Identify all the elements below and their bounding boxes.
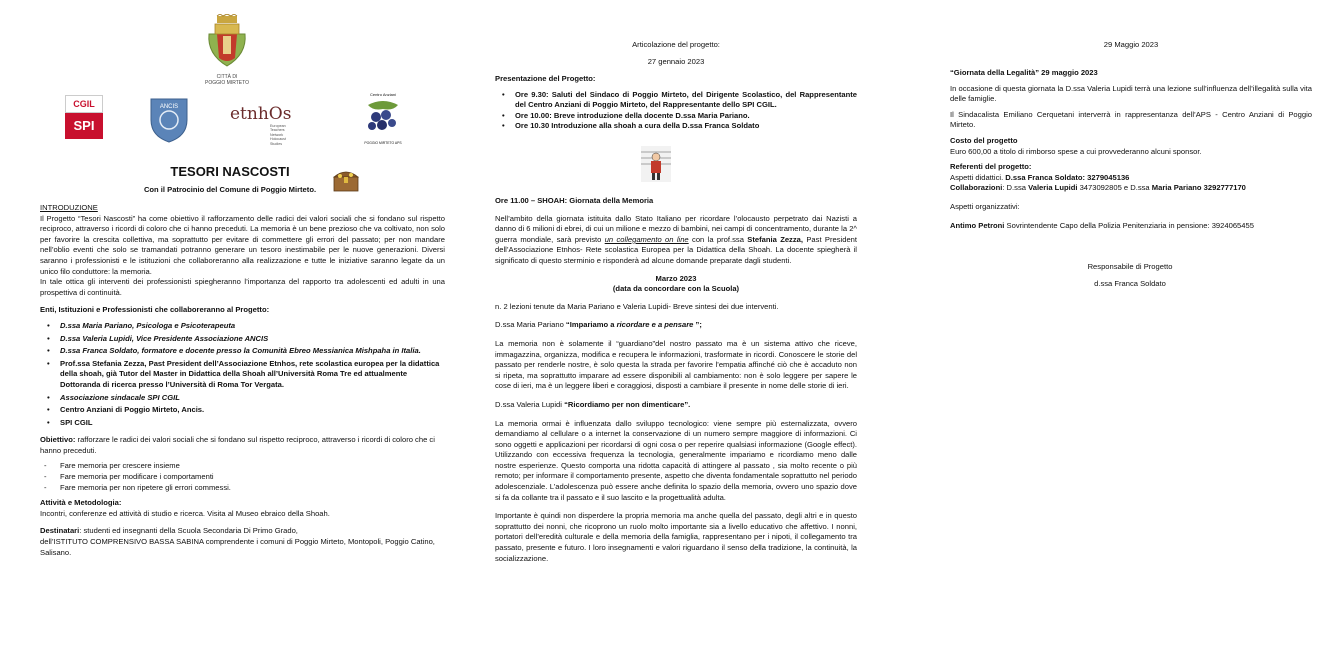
city-crest-icon xyxy=(205,14,249,72)
didattici-line xyxy=(950,173,1312,184)
collaborazioni-line xyxy=(950,183,1312,194)
etnhos-subtitle: European Teachers Network Holocaust Studies xyxy=(270,124,286,146)
pariano-title: “Impariamo a xyxy=(565,320,617,330)
shoah-text: con la prof.ssa xyxy=(688,234,748,244)
collab-phone-1: 3473092805 e D.ssa xyxy=(1077,183,1152,193)
list-item: • SPI CGIL xyxy=(40,418,445,429)
shoah-heading: Ore 11.00 – SHOAH: Giornata della Memoria xyxy=(495,196,654,205)
enti-list xyxy=(40,321,445,428)
list-item: • Ore 10.00: Breve introduzione della docente D.ssa Maria Pariano. xyxy=(495,111,857,122)
cgil-spi-logo xyxy=(65,95,103,139)
petroni-text: Sovrintendente Capo della Polizia Penitenziaria in pensione: 3924065455 xyxy=(1004,220,1254,230)
pariano-title-end: ”; xyxy=(693,320,702,330)
list-item: • Ore 10.30 Introduzione alla shoah a cura della D.ssa Franca Soldato xyxy=(495,121,857,132)
legalita-heading: “Giornata della Legalità” 29 maggio 2023 xyxy=(950,68,1098,77)
shoah-link[interactable]: un collegamento on line xyxy=(604,234,689,244)
list-item: • Prof.ssa Stefania Zezza, Past President dell’Associazione Etnhos, rete scolastica europea per la didattica della shoah, già Tutor del Master in Didattica della Shoah all’Università Roma Tre ed attualmente Dottoranda di ricerca presso l’Università di Roma Tor Vergata. xyxy=(40,359,445,391)
obiettivo-label: Obiettivo: xyxy=(40,435,76,445)
list-item: • D.ssa Valeria Lupidi, Vice Presidente Associazione ANCIS xyxy=(40,334,445,345)
centro-anziani-logo xyxy=(358,92,408,146)
etnhos-text: etnhOs xyxy=(230,104,292,124)
treasure-chest-icon xyxy=(332,167,360,193)
costo-text: Euro 600,00 a titolo di rimborso spese a cui provvederanno alcuni sponsor. xyxy=(950,146,1202,156)
lupidi-title: “Ricordiamo per non dimenticare”. xyxy=(564,399,691,409)
legalita-text: In occasione di questa giornata la D.ssa Valeria Lupidi terrà una lezione sull’influenza dell’illegalità sulla vita delle famiglie. xyxy=(950,83,1312,104)
collab-name-2: Maria Pariano 3292777170 xyxy=(1151,183,1246,193)
petroni-line xyxy=(950,221,1312,232)
articolazione-heading: Articolazione del progetto: xyxy=(632,40,720,49)
intro-heading: INTRODUZIONE xyxy=(40,203,98,212)
collab-label: Collaborazioni xyxy=(950,183,1003,193)
destinatari-text: : studenti ed insegnanti della Scuola Secondaria Di Primo Grado, xyxy=(79,526,298,536)
child-behind-fence-icon xyxy=(641,146,671,182)
list-item: • Centro Anziani di Poggio Mirteto, Ancis. xyxy=(40,405,445,416)
etnhos-logo xyxy=(230,104,310,144)
list-item: • D.ssa Maria Pariano, Psicologa e Psicoterapeuta xyxy=(40,321,445,332)
march-date: Marzo 2023 xyxy=(655,273,697,283)
enti-heading: Enti, Istituzioni e Professionisti che collaboreranno al Progetto: xyxy=(40,305,270,315)
blueberries-icon xyxy=(358,97,408,137)
list-item: - Fare memoria per modificare i comportamenti xyxy=(40,472,445,483)
collab-name-1: Valeria Lupidi xyxy=(1028,183,1078,193)
list-item: - Fare memoria per non ripetere gli errori commessi. xyxy=(40,483,445,494)
referenti-heading: Referenti del progetto: xyxy=(950,162,1032,172)
lessons-intro: n. 2 lezioni tenute da Maria Pariano e Valeria Lupidi- Breve sintesi dei due interventi. xyxy=(495,301,779,311)
city-name: POGGIO MIRTETO xyxy=(205,80,249,86)
document-subtitle: Con il Patrocinio del Comune di Poggio Mirteto. xyxy=(143,185,317,194)
shoah-text: Past President dell’Associazione Etnhos- Rete scolastica Europea per la Didattica della Shoah. La docente spiegherà il significato di questo sterminio e risponderà ad alcune domande preparate dagli studenti. xyxy=(495,234,857,265)
cgil-text: CGIL xyxy=(65,95,103,113)
schedule-list xyxy=(495,90,857,132)
list-item: • D.ssa Franca Soldato, formatore e docente presso la Comunità Ebreo Messianica Mishpaha in Italia. xyxy=(40,346,445,357)
intro-text: Il Progetto “Tesori Nascosti” ha come obiettivo il rafforzamento delle radici dei valori sociali che si fondano sul rispetto reciproco, attraverso i ricordi di coloro che ci hanno preceduti. La memoria è un bene prezioso che va coltivato, non solo per favorire la crescita collettiva, ma soprattutto per evitare di commettere gli errori del passato; per non mandare nell’oblio eventi che solo se tramandati potranno generare un tesoro inestimabile per le nuove generazioni. Diversi saranno i professionisti e le istituzioni che collaboreranno alla realizzazione e tutte le iniziative saranno legate da un unico filo conduttore: la memoria. xyxy=(40,213,445,276)
final-text: Importante è quindi non disperdere la propria memoria ma anche quella del passato, degli altri e in questo soprattutto dei nonni, che ricoprono un ruolo molto importante sia a livello educativo che affettivo. I nonni, portatori dell’eredità culturale e della memoria della famiglia, rappresentano per i nipoti, il collegamento tra passato, presente e futuro. I loro insegnamenti e valori riguardano il senso della tradizione, la continuità, la socializzazione. xyxy=(495,511,857,563)
didattici-label: Aspetti didattici. xyxy=(950,172,1006,182)
list-item: - Fare memoria per crescere insieme xyxy=(40,461,445,472)
lupidi-name: D.ssa Valeria Lupidi xyxy=(495,399,562,409)
date-27-gennaio: 27 gennaio 2023 xyxy=(647,57,705,66)
sindacalista-text: Il Sindacalista Emiliano Cerquetani interverrà in rappresentanza dell’APS - Centro Anziani di Poggio Mirteto. xyxy=(950,109,1312,130)
responsabile-name: d.ssa Franca Soldato xyxy=(1094,279,1166,288)
organizzativi-label: Aspetti organizzativi: xyxy=(950,201,1020,211)
pariano-text: La memoria non è solamente il “guardiano”del nostro passato ma è un sistema attivo che riceve, immagazzina, organizza, modifica e recupera le informazioni, trasformate in ricordi. Conoscere le storie del passato per renderle nostre, è solo questa la strada per favorire l’empatia affinché ciò che è accaduto non si ripeta, ma soprattutto imparare ad essere disponibili al cambiamento: non è solo leggere per sapere le cose di ieri, ma è un leggere liberi e coraggiosi, disposti a cambiare il presente in nome delle storie di ieri. xyxy=(495,338,857,391)
presentazione-heading: Presentazione del Progetto: xyxy=(495,74,596,83)
attivita-text: Incontri, conferenze ed attività di studio e ricerca. Visita al Museo ebraico della Shoah. xyxy=(40,508,330,518)
shoah-name: Stefania Zezza, xyxy=(747,234,803,244)
list-item: • Ore 9.30: Saluti del Sindaco di Poggio Mirteto, del Dirigente Scolastico, del Rappresentante del Centro Anziani di Poggio Mirteto, del Rappresentante dello SPI CGIL. xyxy=(495,90,857,111)
list-item: • Associazione sindacale SPI CGIL xyxy=(40,393,445,404)
pariano-title-italic: ricordare e a pensare xyxy=(616,320,694,330)
lupidi-title-line xyxy=(495,400,857,411)
petroni-name: Antimo Petroni xyxy=(950,220,1005,230)
destinatari-text-2: dell’ISTITUTO COMPRENSIVO BASSA SABINA comprendente i comuni di Poggio Mirteto, Montopoli, Poggio Catino, Salisano. xyxy=(40,537,435,557)
spi-text: SPI xyxy=(65,113,103,139)
collab-text: : D.ssa xyxy=(1002,183,1029,193)
march-note: (data da concordare con la Scuola) xyxy=(612,284,740,294)
shoah-paragraph xyxy=(495,214,857,267)
attivita-heading: Attività e Metodologia: xyxy=(40,498,122,508)
pariano-title-line xyxy=(495,320,857,331)
responsabile-label: Responsabile di Progetto xyxy=(1087,262,1173,271)
shoah-text: Nell’ambito della giornata istituita dallo Stato Italiano per ricordare l’olocausto perpetrato dai Nazisti a danno di 6 milioni di ebrei, di cui un milione e mezzo di bambini, nei campi di concentramento, durante la 2^ guerra mondiale, sarà previsto xyxy=(495,213,857,244)
didattici-value: D.ssa Franca Soldato: 3279045136 xyxy=(1005,172,1130,182)
centro-top-text: Centro Anziani xyxy=(369,92,396,97)
lupidi-text: La memoria ormai è influenzata dallo sviluppo tecnologico: viene sempre più esternalizzata, ovvero demandiamo al cellulare o a internet la conservazione di un numero sempre maggiore di informazioni. Ci sono oggetti e applicazioni per ricordarsi di ogni cosa o per reperire qualsiasi informazione (Google effect). Utilizzando con eccessiva frequenza la tecnologia, generalmente impariamo e ricordiamo meno dalle nostre esperienze. Questo comporta una ridotta capacità di attingere al passato , sia molto recente o più remoto; per informare il comportamento presente, aspetto che diventa fondamentale soprattutto nel periodo adolescenziale. L’adolescenza può essere anche definita lo spazio della memoria, ovvero uno spazio dove si fa da collante tra il passato e il suo lascito e la progettualità adulta. xyxy=(495,418,857,502)
city-label: CITTÀ DI xyxy=(216,74,238,80)
pariano-name: D.ssa Maria Pariano xyxy=(495,320,564,330)
obiettivi-list xyxy=(40,461,445,493)
date-header: 29 Maggio 2023 xyxy=(1103,40,1159,49)
costo-heading: Costo del progetto xyxy=(950,135,1018,145)
ancis-text: ANCIS xyxy=(159,104,179,110)
centro-bottom-text: POGGIO MIRTETO APS xyxy=(364,140,402,145)
obiettivo-paragraph xyxy=(40,435,445,456)
destinatari-paragraph xyxy=(40,526,445,537)
destinatari-label: Destinatari xyxy=(40,526,80,536)
ancis-shield-logo xyxy=(148,96,190,144)
obiettivo-text: rafforzare le radici dei valori sociali che si fondano sul rispetto reciproco, attraverso i ricordi di coloro che ci hanno preceduti. xyxy=(40,435,435,455)
document-title: TESORI NASCOSTI xyxy=(170,164,290,179)
intro-text-2: In tale ottica gli interventi dei professionisti spiegheranno l’importanza del rapporto tra adolescenti ed adulti in una prospettiva di continuità. xyxy=(40,277,445,297)
